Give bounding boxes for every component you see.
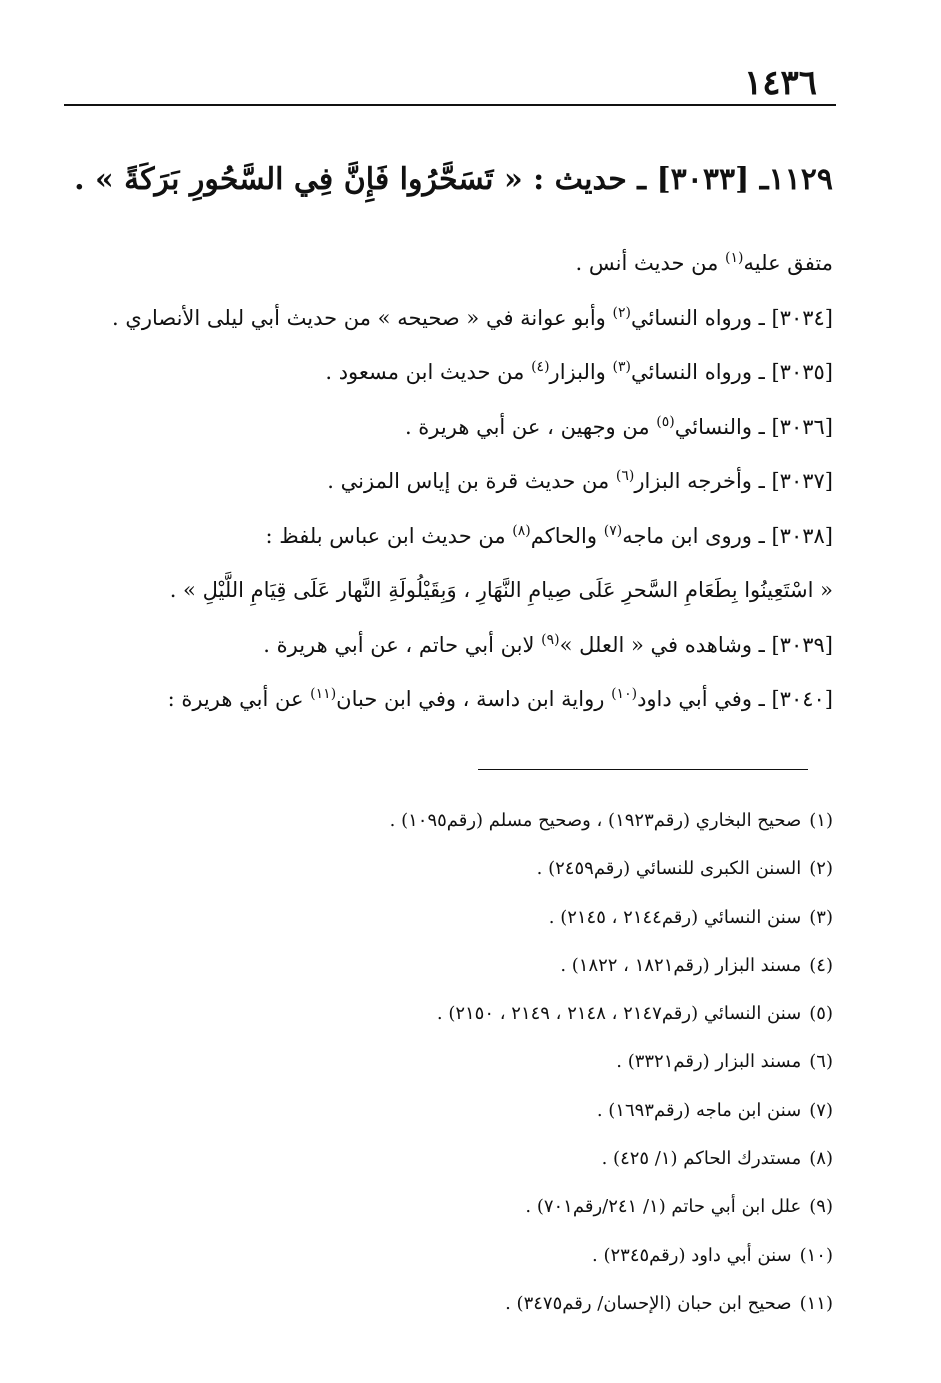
hadith-number: [٣٠٣٥] xyxy=(771,360,833,384)
footnote-text: صحيح ابن حبان (الإحسان/ رقم٣٤٧٥) . xyxy=(505,1292,792,1314)
paragraph xyxy=(64,672,833,727)
footnote-number: (١١) xyxy=(799,1292,833,1314)
footnote xyxy=(90,1087,833,1135)
paragraph-text: والبزار xyxy=(549,360,613,384)
footnote xyxy=(90,845,833,893)
hadith-number: [٣٠٣٩] xyxy=(771,632,833,657)
footnote xyxy=(90,1232,833,1280)
footnote-number: (١) xyxy=(809,810,833,831)
paragraph-text: من وجهين ، عن أبي هريرة . xyxy=(404,414,657,439)
paragraph-text: عن أبي هريرة : xyxy=(167,687,311,711)
footnote-text: سنن النسائي (رقم٢١٤٧ ، ٢١٤٨ ، ٢١٤٩ ، ٢١٥٠) . xyxy=(436,1003,802,1025)
paragraph-text: والحاكم xyxy=(530,523,604,548)
footnote xyxy=(90,1183,833,1231)
paragraph xyxy=(64,291,833,346)
footnote-marker: (٦) xyxy=(615,468,635,484)
hadith-number: [٣٠٣٧] xyxy=(771,469,833,493)
hadith-number: [٣٠٣٦] xyxy=(771,414,833,439)
footnote-marker: (٥) xyxy=(656,413,675,430)
footnote xyxy=(90,1135,833,1183)
footnote xyxy=(90,1038,833,1086)
paragraph xyxy=(64,618,833,673)
paragraph-text: لابن أبي حاتم ، عن أبي هريرة . xyxy=(263,632,542,657)
footnotes-list xyxy=(90,797,833,1328)
footnote-marker: (٢) xyxy=(612,304,631,321)
paragraph-text: من حديث ابن مسعود . xyxy=(325,360,532,384)
hadith-number: [٣٠٤٠] xyxy=(771,687,833,711)
footnote-text: مسند البزار (رقم١٨٢١ ، ١٨٢٢) . xyxy=(560,954,802,976)
footnote-rule xyxy=(478,769,808,770)
footnote xyxy=(90,797,833,845)
footnote-text: السنن الكبرى للنسائي (رقم٢٤٥٩) . xyxy=(536,858,802,880)
header-rule xyxy=(64,104,836,106)
footnote-text: سنن النسائي (رقم٢١٤٤ ، ٢١٤٥) . xyxy=(548,906,802,928)
paragraph-text: ـ وروى ابن ماجه xyxy=(622,523,772,548)
paragraph-text: ـ ورواه النسائي xyxy=(630,305,772,330)
footnote-text: علل ابن أبي حاتم (١/ ٢٤١/رقم٧٠١) . xyxy=(525,1196,802,1218)
footnote-text: مستدرك الحاكم (١/ ٤٢٥) . xyxy=(601,1148,802,1170)
paragraph-text: وأبو عوانة في « صحيحه » من حديث أبي ليلى الأنصاري . xyxy=(112,305,613,330)
footnote xyxy=(90,1280,833,1328)
footnote-number: (٣) xyxy=(809,906,833,928)
footnote-text: صحيح البخاري (رقم١٩٢٣) ، وصحيح مسلم (رقم١٠٩٥) . xyxy=(389,810,802,831)
footnote-number: (٥) xyxy=(809,1003,833,1025)
paragraph-text: من حديث ابن عباس بلفظ : xyxy=(265,523,513,548)
paragraph-text: من حديث قرة بن إياس المزني . xyxy=(327,469,616,493)
entry-body xyxy=(64,236,833,727)
paragraph-text: متفق عليه xyxy=(743,251,833,275)
paragraph-text: ـ ورواه النسائي xyxy=(630,360,772,384)
hadith-number: [٣٠٣٤] xyxy=(771,305,833,330)
footnote-marker: (١١) xyxy=(310,686,337,702)
footnote-marker: (٨) xyxy=(512,522,531,539)
footnote xyxy=(90,942,833,990)
footnote-marker: (١٠) xyxy=(611,686,638,702)
hadith-quote: « اسْتَعِينُوا بِطَعَامِ السَّحرِ عَلَى صِيامِ النَّهَارِ ، وَبِقَيْلُولَةِ النَّهار عَلَى قِيَامِ اللَّيْلِ » . xyxy=(169,578,833,602)
paragraph xyxy=(64,236,833,291)
paragraph-text: ـ والنسائي xyxy=(674,414,772,439)
footnote-number: (١٠) xyxy=(799,1244,833,1266)
footnote-marker: (٧) xyxy=(603,522,623,539)
paragraph xyxy=(64,400,833,455)
footnote-text: سنن ابن ماجه (رقم١٦٩٣) . xyxy=(596,1099,802,1121)
paragraph xyxy=(64,454,833,509)
entry-heading: ١١٢٩ـ [٣٠٣٣] ـ حديث : « تَسَحَّرُوا فَإِنَّ فِي السَّحُورِ بَرَكَةً » . xyxy=(74,162,833,197)
footnote-text: سنن أبي داود (رقم٢٣٤٥) . xyxy=(592,1244,792,1266)
footnote-marker: (٣) xyxy=(612,359,631,375)
footnote-text: مسند البزار (رقم٣٣٢١) . xyxy=(616,1051,802,1073)
paragraph-text: ـ وفي أبي داود xyxy=(637,687,772,711)
paragraph-text: ـ وشاهده في « العلل » xyxy=(559,632,772,657)
paragraph-text: من حديث أنس . xyxy=(575,251,726,275)
paragraph xyxy=(64,345,833,400)
footnote xyxy=(90,894,833,942)
hadith-number: [٣٠٣٨] xyxy=(771,523,833,548)
footnote-number: (٨) xyxy=(809,1148,833,1170)
footnote xyxy=(90,990,833,1038)
footnote-number: (٢) xyxy=(809,858,833,880)
page-number: ١٤٣٦ xyxy=(743,63,817,103)
paragraph-text: ـ وأخرجه البزار xyxy=(634,469,772,493)
footnote-number: (٦) xyxy=(809,1051,833,1073)
footnote-number: (٩) xyxy=(809,1196,833,1218)
footnote-number: (٤) xyxy=(809,954,833,976)
footnote-marker: (٤) xyxy=(531,359,550,375)
footnote-number: (٧) xyxy=(809,1099,833,1121)
footnote-marker: (١) xyxy=(725,250,744,266)
paragraph-text: رواية ابن داسة ، وفي ابن حبان xyxy=(336,687,612,711)
paragraph xyxy=(64,509,833,564)
footnote-marker: (٩) xyxy=(541,631,560,648)
